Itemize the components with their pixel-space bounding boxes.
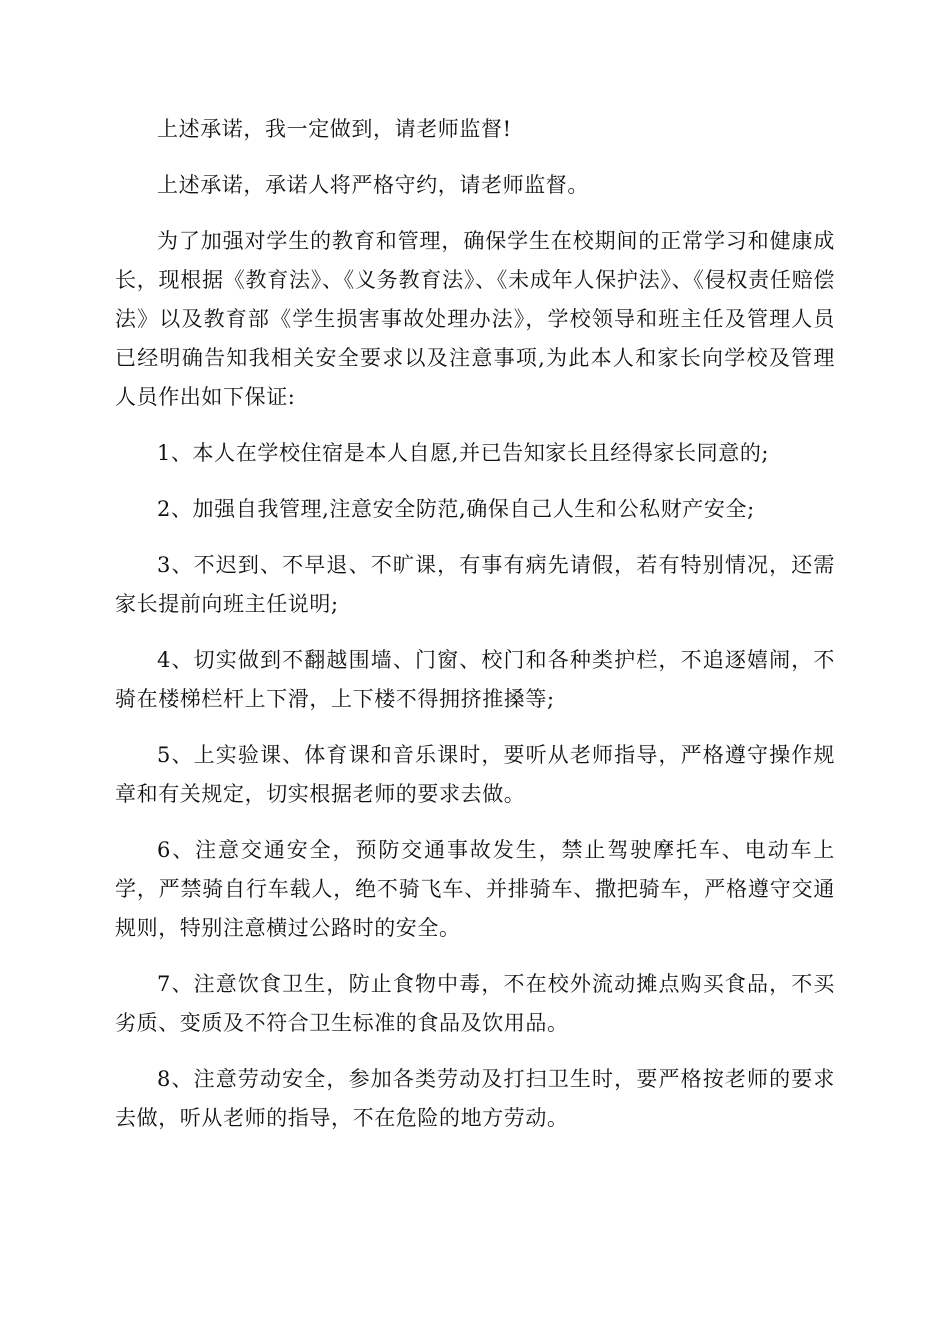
paragraph-promise-1: 上述承诺，我一定做到，请老师监督! bbox=[157, 117, 512, 141]
paragraph-item-1: 1、本人在学校住宿是本人自愿,并已告知家长且经得家长同意的; bbox=[157, 441, 770, 465]
paragraph-item-8: 8、注意劳动安全，参加各类劳动及打扫卫生时，要严格按老师的要求去做，听从老师的指导，不在危险的地方劳动。 bbox=[115, 1067, 835, 1130]
paragraph-item-2: 2、加强自我管理,注意安全防范,确保自己人生和公私财产安全; bbox=[157, 497, 755, 521]
paragraph-item-3: 3、不迟到、不早退、不旷课，有事有病先请假，若有特别情况，还需家长提前向班主任说明; bbox=[115, 553, 835, 616]
document-page bbox=[115, 110, 835, 1155]
paragraph-item-4: 4、切实做到不翻越围墙、门窗、校门和各种类护栏，不追逐嬉闹，不骑在楼梯栏杆上下滑，上下楼不得拥挤推搡等; bbox=[115, 648, 835, 711]
paragraph-item-7: 7、注意饮食卫生，防止食物中毒，不在校外流动摊点购买食品，不买劣质、变质及不符合卫生标准的食品及饮用品。 bbox=[115, 972, 835, 1035]
paragraph-promise-2: 上述承诺，承诺人将严格守约，请老师监督。 bbox=[157, 173, 589, 197]
paragraph-intro: 为了加强对学生的教育和管理，确保学生在校期间的正常学习和健康成长，现根据《教育法》、《义务教育法》、《未成年人保护法》、《侵权责任赔偿法》以及教育部《学生损害事故处理办法》，学校领导和班主任及管理人员已经明确告知我相关安全要求以及注意事项,为此本人和家长向学校及管理人员作出如下保证: bbox=[115, 229, 835, 409]
paragraph-item-5: 5、上实验课、体育课和音乐课时，要听从老师指导，严格遵守操作规章和有关规定，切实根据老师的要求去做。 bbox=[115, 743, 835, 806]
paragraph-item-6: 6、注意交通安全，预防交通事故发生，禁止驾驶摩托车、电动车上学，严禁骑自行车载人，绝不骑飞车、并排骑车、撒把骑车，严格遵守交通规则，特别注意横过公路时的安全。 bbox=[115, 838, 835, 940]
